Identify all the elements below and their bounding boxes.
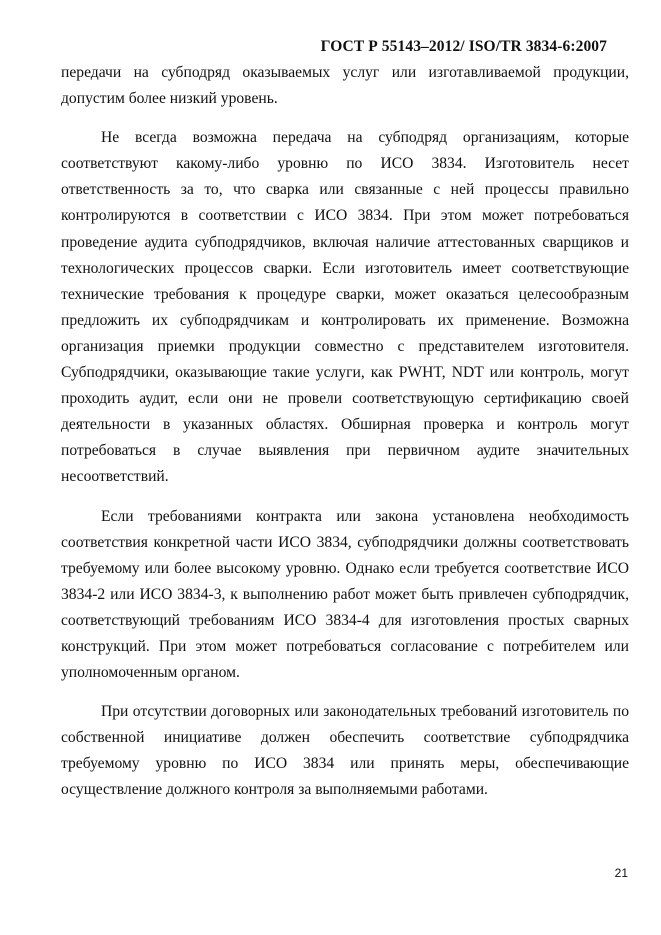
document-body bbox=[61, 60, 629, 804]
page-number: 21 bbox=[614, 866, 628, 880]
paragraph-no-requirements: При отсутствии договорных или законодательных требований изготовитель по собственной инициативе должен обеспечить соответствие субподрядчика требуемому уровню по ИСО 3834 или принять меры, обеспечивающие осуществление должного контроля за выполняемыми работами. bbox=[61, 703, 629, 799]
paragraph-subcontracting: Не всегда возможна передача на субподряд организациям, которые соответствуют какому-либо уровню по ИСО 3834. Изготовитель несет ответственность за то, что сварка или связанные с ней процессы правильно контролируются в соответствии с ИСО 3834. При этом может потребоваться проведение аудита субподрядчиков, включая наличие аттестованных сварщиков и технологических процессов сварки. Если изготовитель имеет соответствующие технические требования к процедуре сварки, может оказаться целесообразным предложить их субподрядчикам и контролировать их применение. Возможна организация приемки продукции совместно с представителем изготовителя. Субподрядчики, оказывающие такие услуги, как PWHT, NDT или контроль, могут проходить аудит, если они не провели соответствующую сертификацию своей деятельности в указанных областях. Обширная проверка и контроль могут потребоваться в случае выявления при первичном аудите значительных несоответствий. bbox=[61, 129, 629, 486]
paragraph-contract-requirements: Если требованиями контракта или закона установлена необходимость соответствия конкретной части ИСО 3834, субподрядчики должны соответствовать требуемому или более высокому уровню. Однако если требуется соответствие ИСО 3834-2 или ИСО 3834-3, к выполнению работ может быть привлечен субподрядчик, соответствующий требованиям ИСО 3834-4 для изготовления простых сварных конструкций. При этом может потребоваться согласование с потребителем или уполномоченным органом. bbox=[61, 507, 629, 682]
paragraph-continuation: передачи на субподряд оказываемых услуг или изготавливаемой продукции, допустим более низкий уровень. bbox=[61, 64, 629, 108]
document-header: ГОСТ Р 55143–2012/ ISO/TR 3834-6:2007 bbox=[320, 38, 607, 55]
